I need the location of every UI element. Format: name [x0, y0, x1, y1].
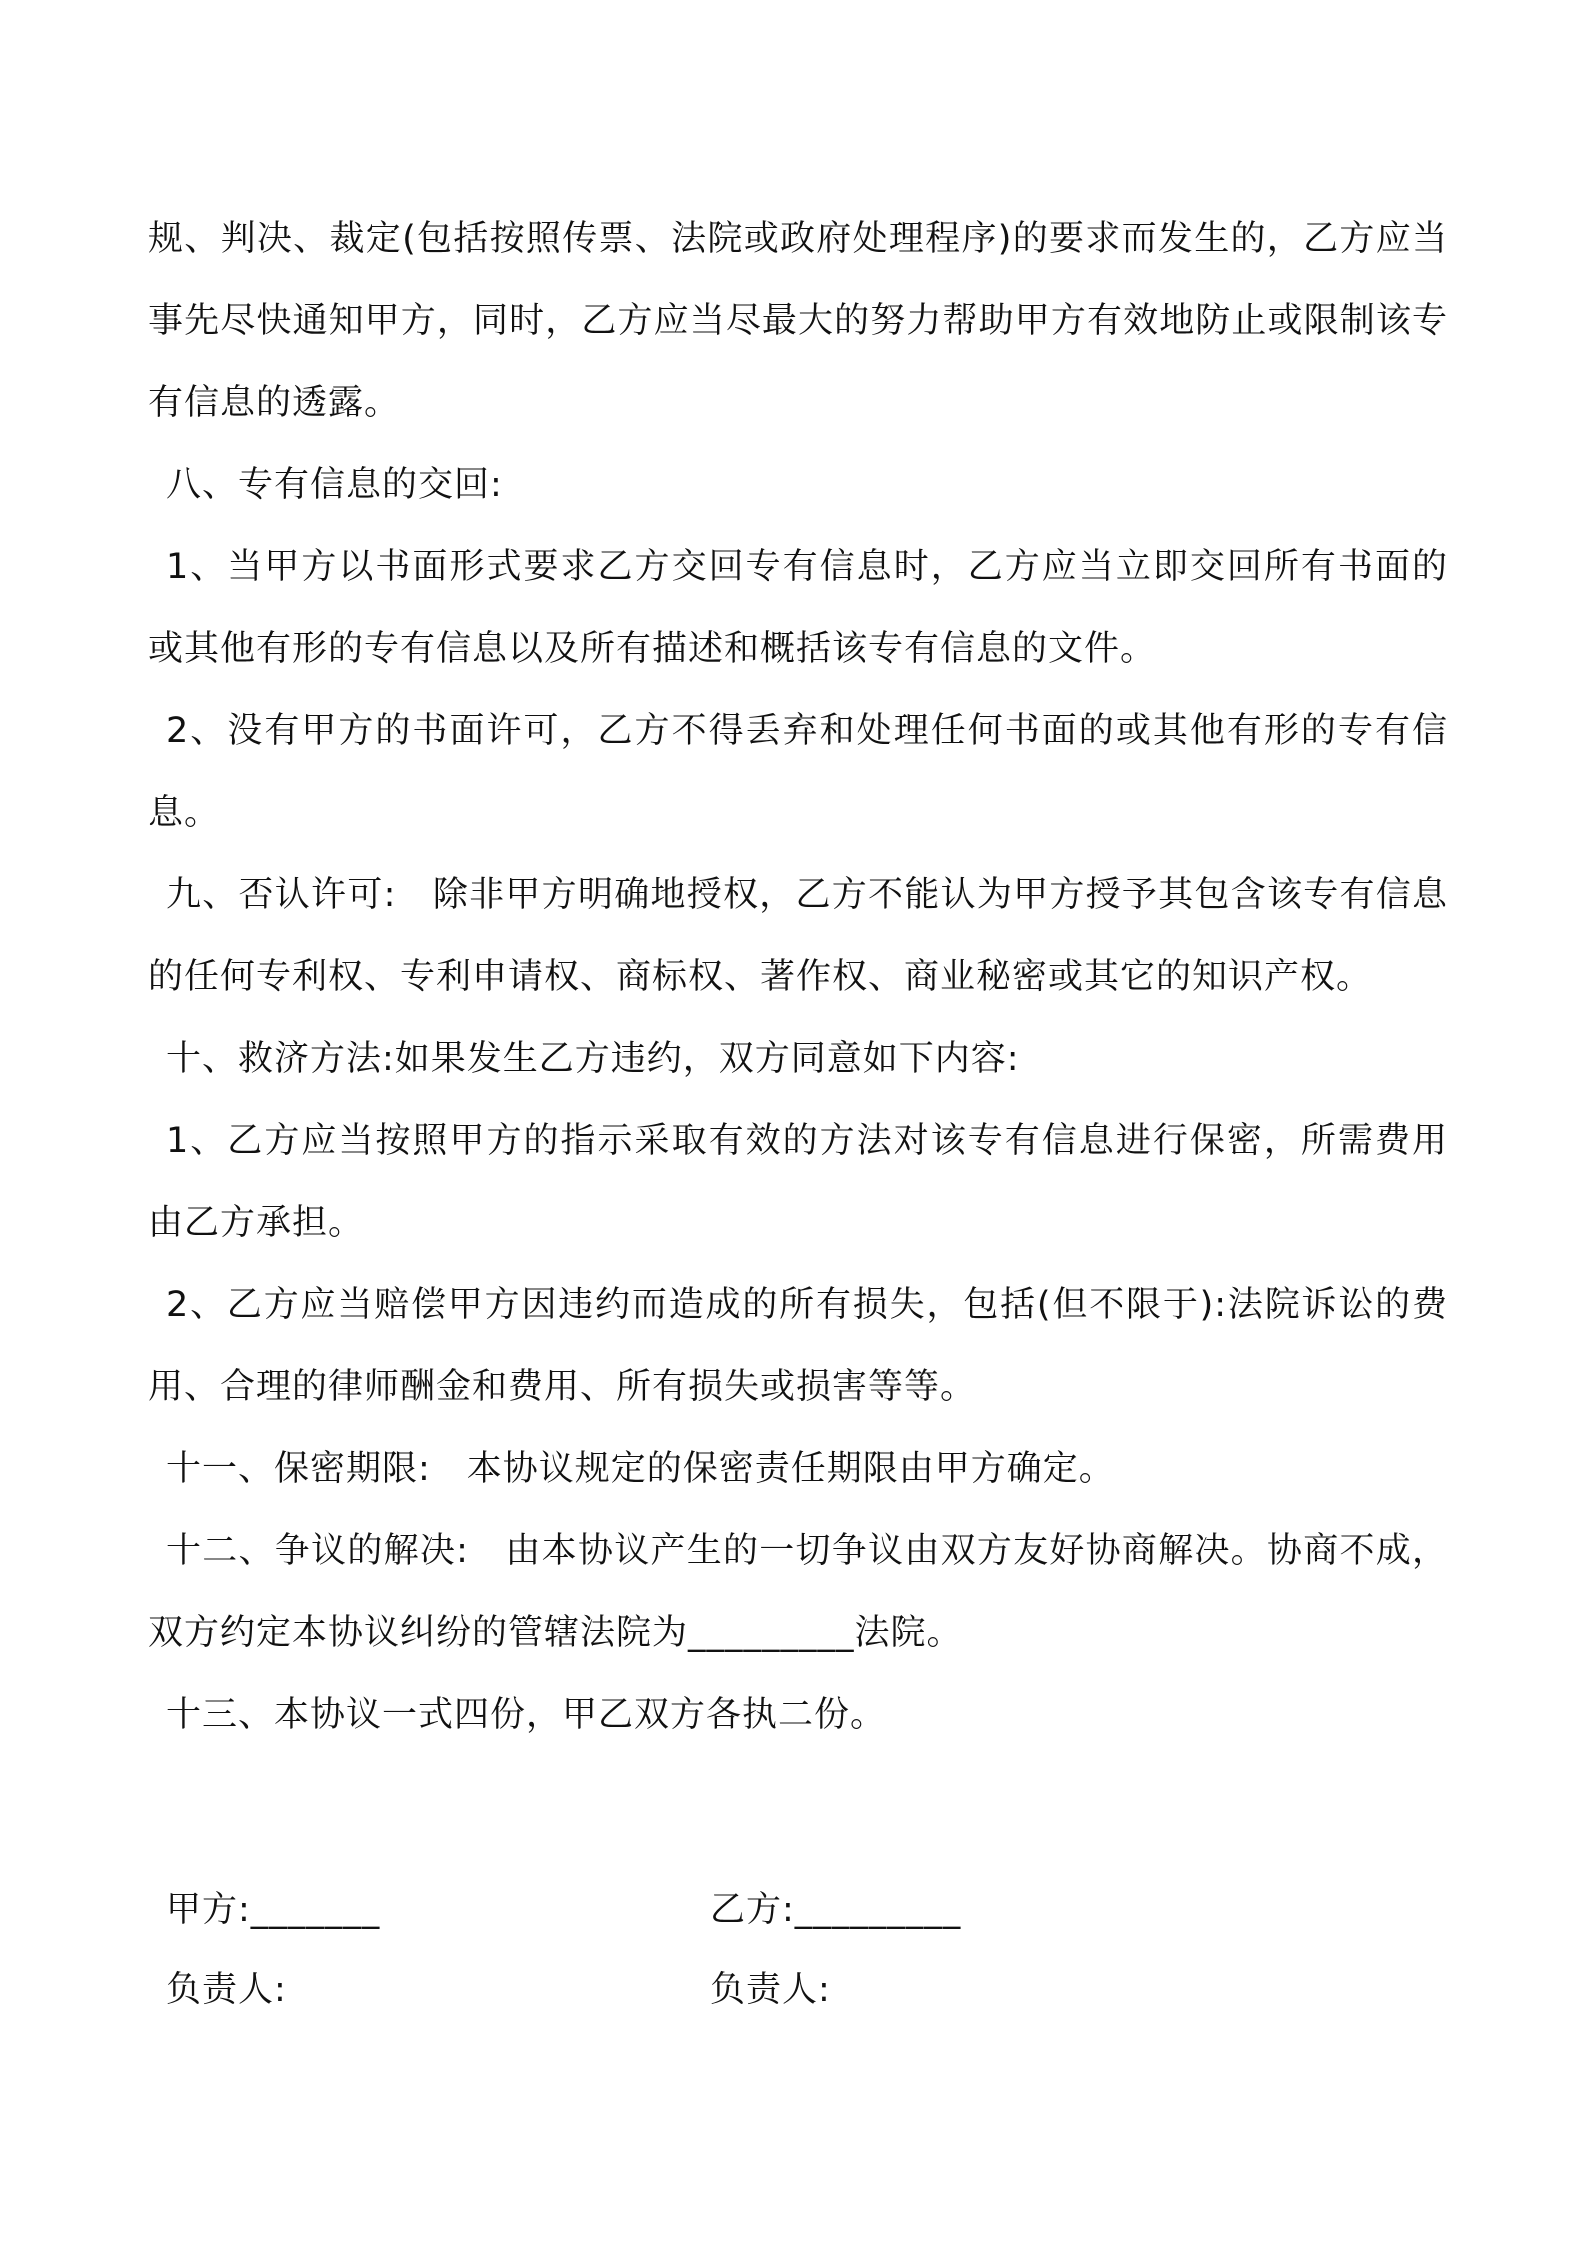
section-11: 十一、保密期限: 本协议规定的保密责任期限由甲方确定。 [166, 1449, 1115, 1489]
signature-row-parties [0, 1870, 1586, 1950]
section-8-item-1: 1、当甲方以书面形式要求乙方交回专有信息时，乙方应当立即交回所有书面的或其他有形的专有信息以及所有描述和概括该专有信息的文件。 [148, 547, 1448, 669]
section-10-heading: 十、救济方法:如果发生乙方违约，双方同意如下内容: [166, 1039, 1020, 1079]
signature-row-representatives [0, 1950, 1586, 2030]
party-b-representative: 负责人: [710, 1970, 831, 2010]
signature-block [0, 1870, 1586, 2030]
section-8-item-2: 2、没有甲方的书面许可，乙方不得丢弃和处理任何书面的或其他有形的专有信息。 [148, 711, 1448, 833]
party-a-representative: 负责人: [166, 1970, 287, 2010]
section-10-item-2: 2、乙方应当赔偿甲方因违约而造成的所有损失，包括(但不限于):法院诉讼的费用、合理的律师酬金和费用、所有损失或损害等等。 [148, 1285, 1448, 1407]
section-10-item-1: 1、乙方应当按照甲方的指示采取有效的方法对该专有信息进行保密，所需费用由乙方承担。 [148, 1121, 1448, 1243]
section-13: 十三、本协议一式四份，甲乙双方各执二份。 [166, 1695, 887, 1735]
section-12: 十二、争议的解决: 由本协议产生的一切争议由双方友好协商解决。协商不成，双方约定本协议纠纷的管辖法院为_________法院。 [148, 1531, 1448, 1653]
section-8-heading: 八、专有信息的交回: [166, 465, 503, 505]
party-a-signature-line: 甲方:_______ [166, 1890, 381, 1930]
section-9: 九、否认许可: 除非甲方明确地授权，乙方不能认为甲方授予其包含该专有信息的任何专利权、专利申请权、商标权、著作权、商业秘密或其它的知识产权。 [148, 875, 1448, 997]
paragraph-continuation: 规、判决、裁定(包括按照传票、法院或政府处理程序)的要求而发生的，乙方应当事先尽快通知甲方，同时，乙方应当尽最大的努力帮助甲方有效地防止或限制该专有信息的透露。 [148, 219, 1448, 423]
document-body [148, 198, 1448, 1756]
party-b-signature-line: 乙方:_________ [710, 1890, 962, 1930]
